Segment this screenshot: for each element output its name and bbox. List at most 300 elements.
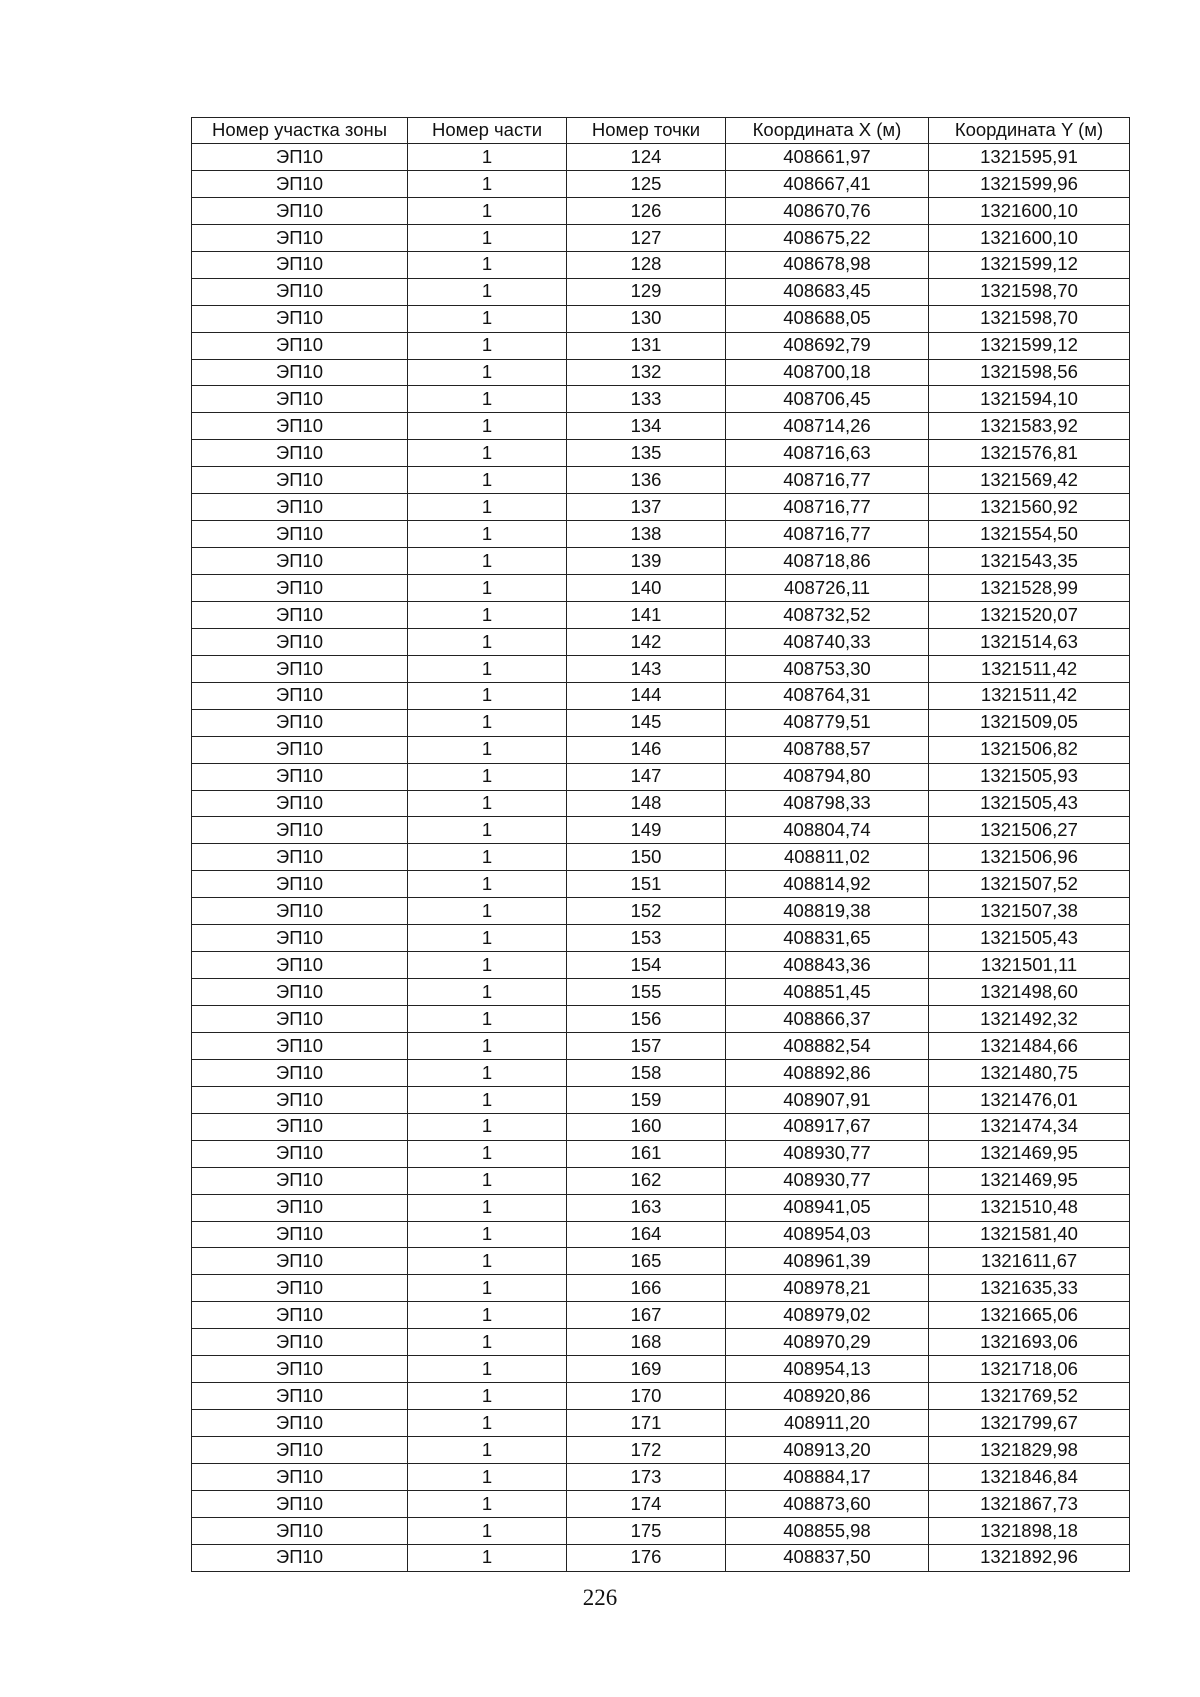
table-row xyxy=(192,305,1130,332)
cell-coordinate-x: 408716,77 xyxy=(726,494,929,521)
cell-part-number: 1 xyxy=(408,170,567,197)
table-row xyxy=(192,655,1130,682)
cell-coordinate-y: 1321505,93 xyxy=(929,763,1130,790)
cell-zone-section: ЭП10 xyxy=(192,521,408,548)
cell-coordinate-x: 408907,91 xyxy=(726,1086,929,1113)
cell-coordinate-y: 1321492,32 xyxy=(929,1006,1130,1033)
table-row xyxy=(192,628,1130,655)
cell-zone-section: ЭП10 xyxy=(192,1194,408,1221)
cell-coordinate-x: 408692,79 xyxy=(726,332,929,359)
cell-coordinate-x: 408779,51 xyxy=(726,709,929,736)
table-row xyxy=(192,521,1130,548)
cell-coordinate-x: 408667,41 xyxy=(726,170,929,197)
cell-coordinate-x: 408978,21 xyxy=(726,1275,929,1302)
cell-coordinate-x: 408718,86 xyxy=(726,548,929,575)
cell-part-number: 1 xyxy=(408,925,567,952)
cell-part-number: 1 xyxy=(408,1383,567,1410)
table-row xyxy=(192,1544,1130,1571)
cell-zone-section: ЭП10 xyxy=(192,979,408,1006)
cell-point-number: 168 xyxy=(567,1329,726,1356)
cell-part-number: 1 xyxy=(408,1410,567,1437)
cell-coordinate-x: 408814,92 xyxy=(726,871,929,898)
table-row xyxy=(192,790,1130,817)
cell-coordinate-x: 408941,05 xyxy=(726,1194,929,1221)
cell-coordinate-x: 408661,97 xyxy=(726,144,929,171)
table-row xyxy=(192,1383,1130,1410)
table-row xyxy=(192,1006,1130,1033)
cell-zone-section: ЭП10 xyxy=(192,682,408,709)
cell-zone-section: ЭП10 xyxy=(192,1410,408,1437)
table-row xyxy=(192,1490,1130,1517)
header-coordinate-x: Координата X (м) xyxy=(726,118,929,144)
cell-coordinate-y: 1321498,60 xyxy=(929,979,1130,1006)
cell-coordinate-y: 1321599,12 xyxy=(929,332,1130,359)
cell-coordinate-y: 1321846,84 xyxy=(929,1463,1130,1490)
table-row xyxy=(192,952,1130,979)
table-row xyxy=(192,1194,1130,1221)
cell-part-number: 1 xyxy=(408,251,567,278)
cell-coordinate-y: 1321543,35 xyxy=(929,548,1130,575)
cell-point-number: 172 xyxy=(567,1437,726,1464)
cell-coordinate-x: 408884,17 xyxy=(726,1463,929,1490)
cell-part-number: 1 xyxy=(408,1275,567,1302)
cell-point-number: 138 xyxy=(567,521,726,548)
page-number: 226 xyxy=(582,1585,618,1610)
cell-coordinate-y: 1321554,50 xyxy=(929,521,1130,548)
header-point-number: Номер точки xyxy=(567,118,726,144)
cell-zone-section: ЭП10 xyxy=(192,144,408,171)
cell-part-number: 1 xyxy=(408,1167,567,1194)
cell-point-number: 152 xyxy=(567,898,726,925)
table-row xyxy=(192,1517,1130,1544)
cell-point-number: 176 xyxy=(567,1544,726,1571)
cell-part-number: 1 xyxy=(408,1194,567,1221)
cell-zone-section: ЭП10 xyxy=(192,197,408,224)
cell-point-number: 155 xyxy=(567,979,726,1006)
cell-coordinate-x: 408788,57 xyxy=(726,736,929,763)
cell-part-number: 1 xyxy=(408,332,567,359)
cell-coordinate-y: 1321511,42 xyxy=(929,682,1130,709)
cell-point-number: 137 xyxy=(567,494,726,521)
cell-coordinate-x: 408700,18 xyxy=(726,359,929,386)
cell-zone-section: ЭП10 xyxy=(192,1517,408,1544)
cell-part-number: 1 xyxy=(408,440,567,467)
cell-zone-section: ЭП10 xyxy=(192,655,408,682)
cell-coordinate-y: 1321528,99 xyxy=(929,575,1130,602)
cell-point-number: 127 xyxy=(567,224,726,251)
cell-coordinate-y: 1321898,18 xyxy=(929,1517,1130,1544)
cell-coordinate-x: 408819,38 xyxy=(726,898,929,925)
cell-zone-section: ЭП10 xyxy=(192,1221,408,1248)
cell-coordinate-x: 408843,36 xyxy=(726,952,929,979)
cell-zone-section: ЭП10 xyxy=(192,1032,408,1059)
cell-zone-section: ЭП10 xyxy=(192,278,408,305)
cell-zone-section: ЭП10 xyxy=(192,736,408,763)
cell-part-number: 1 xyxy=(408,1140,567,1167)
cell-coordinate-y: 1321799,67 xyxy=(929,1410,1130,1437)
cell-coordinate-x: 408811,02 xyxy=(726,844,929,871)
cell-coordinate-y: 1321600,10 xyxy=(929,224,1130,251)
cell-coordinate-y: 1321576,81 xyxy=(929,440,1130,467)
cell-point-number: 171 xyxy=(567,1410,726,1437)
cell-zone-section: ЭП10 xyxy=(192,1490,408,1517)
cell-part-number: 1 xyxy=(408,682,567,709)
cell-coordinate-x: 408882,54 xyxy=(726,1032,929,1059)
header-coordinate-y: Координата Y (м) xyxy=(929,118,1130,144)
cell-zone-section: ЭП10 xyxy=(192,170,408,197)
cell-point-number: 173 xyxy=(567,1463,726,1490)
cell-point-number: 135 xyxy=(567,440,726,467)
cell-zone-section: ЭП10 xyxy=(192,1113,408,1140)
cell-coordinate-y: 1321769,52 xyxy=(929,1383,1130,1410)
cell-coordinate-y: 1321611,67 xyxy=(929,1248,1130,1275)
table-row xyxy=(192,1463,1130,1490)
cell-part-number: 1 xyxy=(408,548,567,575)
cell-part-number: 1 xyxy=(408,521,567,548)
cell-coordinate-y: 1321693,06 xyxy=(929,1329,1130,1356)
table-row xyxy=(192,925,1130,952)
cell-zone-section: ЭП10 xyxy=(192,1463,408,1490)
table-row xyxy=(192,467,1130,494)
cell-part-number: 1 xyxy=(408,817,567,844)
cell-part-number: 1 xyxy=(408,1032,567,1059)
cell-zone-section: ЭП10 xyxy=(192,1302,408,1329)
cell-part-number: 1 xyxy=(408,575,567,602)
cell-coordinate-x: 408732,52 xyxy=(726,601,929,628)
coordinates-table xyxy=(191,117,1130,1572)
cell-zone-section: ЭП10 xyxy=(192,575,408,602)
cell-part-number: 1 xyxy=(408,1544,567,1571)
cell-zone-section: ЭП10 xyxy=(192,332,408,359)
table-row xyxy=(192,413,1130,440)
cell-coordinate-x: 408716,77 xyxy=(726,467,929,494)
cell-coordinate-x: 408764,31 xyxy=(726,682,929,709)
cell-coordinate-y: 1321507,38 xyxy=(929,898,1130,925)
cell-part-number: 1 xyxy=(408,494,567,521)
cell-point-number: 146 xyxy=(567,736,726,763)
cell-point-number: 125 xyxy=(567,170,726,197)
cell-zone-section: ЭП10 xyxy=(192,548,408,575)
cell-coordinate-x: 408873,60 xyxy=(726,1490,929,1517)
cell-coordinate-y: 1321474,34 xyxy=(929,1113,1130,1140)
cell-part-number: 1 xyxy=(408,305,567,332)
cell-zone-section: ЭП10 xyxy=(192,359,408,386)
cell-part-number: 1 xyxy=(408,898,567,925)
cell-point-number: 162 xyxy=(567,1167,726,1194)
cell-coordinate-x: 408798,33 xyxy=(726,790,929,817)
cell-part-number: 1 xyxy=(408,386,567,413)
cell-coordinate-x: 408930,77 xyxy=(726,1167,929,1194)
cell-zone-section: ЭП10 xyxy=(192,817,408,844)
table-row xyxy=(192,682,1130,709)
table-row xyxy=(192,278,1130,305)
cell-point-number: 165 xyxy=(567,1248,726,1275)
cell-zone-section: ЭП10 xyxy=(192,305,408,332)
cell-point-number: 130 xyxy=(567,305,726,332)
cell-zone-section: ЭП10 xyxy=(192,925,408,952)
cell-part-number: 1 xyxy=(408,1490,567,1517)
table-row xyxy=(192,575,1130,602)
cell-point-number: 124 xyxy=(567,144,726,171)
header-zone-section: Номер участка зоны xyxy=(192,118,408,144)
cell-coordinate-x: 408930,77 xyxy=(726,1140,929,1167)
cell-part-number: 1 xyxy=(408,871,567,898)
cell-point-number: 131 xyxy=(567,332,726,359)
table-row xyxy=(192,1221,1130,1248)
cell-coordinate-y: 1321599,96 xyxy=(929,170,1130,197)
cell-coordinate-y: 1321505,43 xyxy=(929,925,1130,952)
cell-coordinate-x: 408831,65 xyxy=(726,925,929,952)
table-row xyxy=(192,898,1130,925)
cell-part-number: 1 xyxy=(408,790,567,817)
cell-point-number: 157 xyxy=(567,1032,726,1059)
cell-coordinate-y: 1321583,92 xyxy=(929,413,1130,440)
cell-zone-section: ЭП10 xyxy=(192,1059,408,1086)
cell-point-number: 140 xyxy=(567,575,726,602)
table-row xyxy=(192,494,1130,521)
table-row xyxy=(192,1329,1130,1356)
cell-point-number: 139 xyxy=(567,548,726,575)
cell-coordinate-x: 408716,63 xyxy=(726,440,929,467)
cell-coordinate-y: 1321560,92 xyxy=(929,494,1130,521)
cell-coordinate-y: 1321506,82 xyxy=(929,736,1130,763)
cell-coordinate-y: 1321509,05 xyxy=(929,709,1130,736)
cell-part-number: 1 xyxy=(408,952,567,979)
cell-coordinate-y: 1321594,10 xyxy=(929,386,1130,413)
table-row xyxy=(192,709,1130,736)
cell-part-number: 1 xyxy=(408,736,567,763)
cell-coordinate-y: 1321598,56 xyxy=(929,359,1130,386)
cell-part-number: 1 xyxy=(408,1329,567,1356)
cell-coordinate-x: 408855,98 xyxy=(726,1517,929,1544)
cell-part-number: 1 xyxy=(408,1302,567,1329)
cell-coordinate-x: 408837,50 xyxy=(726,1544,929,1571)
cell-coordinate-x: 408688,05 xyxy=(726,305,929,332)
cell-coordinate-x: 408804,74 xyxy=(726,817,929,844)
cell-coordinate-y: 1321581,40 xyxy=(929,1221,1130,1248)
cell-coordinate-x: 408913,20 xyxy=(726,1437,929,1464)
table-row xyxy=(192,817,1130,844)
cell-point-number: 126 xyxy=(567,197,726,224)
cell-zone-section: ЭП10 xyxy=(192,1437,408,1464)
cell-point-number: 145 xyxy=(567,709,726,736)
cell-point-number: 141 xyxy=(567,601,726,628)
cell-coordinate-y: 1321595,91 xyxy=(929,144,1130,171)
cell-point-number: 151 xyxy=(567,871,726,898)
cell-part-number: 1 xyxy=(408,979,567,1006)
cell-zone-section: ЭП10 xyxy=(192,386,408,413)
cell-part-number: 1 xyxy=(408,144,567,171)
table-row xyxy=(192,1113,1130,1140)
cell-coordinate-y: 1321510,48 xyxy=(929,1194,1130,1221)
cell-coordinate-x: 408866,37 xyxy=(726,1006,929,1033)
cell-coordinate-y: 1321506,96 xyxy=(929,844,1130,871)
cell-zone-section: ЭП10 xyxy=(192,1167,408,1194)
cell-part-number: 1 xyxy=(408,1221,567,1248)
cell-coordinate-y: 1321598,70 xyxy=(929,305,1130,332)
table-row xyxy=(192,601,1130,628)
cell-coordinate-x: 408954,13 xyxy=(726,1356,929,1383)
cell-part-number: 1 xyxy=(408,1356,567,1383)
cell-point-number: 144 xyxy=(567,682,726,709)
cell-zone-section: ЭП10 xyxy=(192,844,408,871)
cell-coordinate-y: 1321505,43 xyxy=(929,790,1130,817)
cell-coordinate-y: 1321469,95 xyxy=(929,1140,1130,1167)
table-row xyxy=(192,1248,1130,1275)
cell-part-number: 1 xyxy=(408,628,567,655)
cell-point-number: 153 xyxy=(567,925,726,952)
cell-coordinate-y: 1321598,70 xyxy=(929,278,1130,305)
cell-zone-section: ЭП10 xyxy=(192,440,408,467)
cell-point-number: 150 xyxy=(567,844,726,871)
table-row xyxy=(192,359,1130,386)
cell-point-number: 158 xyxy=(567,1059,726,1086)
table-row xyxy=(192,144,1130,171)
cell-coordinate-y: 1321506,27 xyxy=(929,817,1130,844)
cell-part-number: 1 xyxy=(408,197,567,224)
cell-coordinate-x: 408740,33 xyxy=(726,628,929,655)
cell-coordinate-y: 1321511,42 xyxy=(929,655,1130,682)
cell-part-number: 1 xyxy=(408,224,567,251)
table-row xyxy=(192,224,1130,251)
cell-zone-section: ЭП10 xyxy=(192,1006,408,1033)
table-row xyxy=(192,1167,1130,1194)
cell-coordinate-x: 408961,39 xyxy=(726,1248,929,1275)
cell-coordinate-x: 408670,76 xyxy=(726,197,929,224)
cell-point-number: 167 xyxy=(567,1302,726,1329)
table-row xyxy=(192,736,1130,763)
table-row xyxy=(192,844,1130,871)
header-row xyxy=(192,118,1130,144)
cell-point-number: 160 xyxy=(567,1113,726,1140)
cell-point-number: 142 xyxy=(567,628,726,655)
cell-coordinate-x: 408917,67 xyxy=(726,1113,929,1140)
cell-coordinate-x: 408706,45 xyxy=(726,386,929,413)
table-row xyxy=(192,1032,1130,1059)
cell-zone-section: ЭП10 xyxy=(192,601,408,628)
cell-zone-section: ЭП10 xyxy=(192,1275,408,1302)
cell-coordinate-y: 1321718,06 xyxy=(929,1356,1130,1383)
table-body xyxy=(192,144,1130,1572)
table-row xyxy=(192,197,1130,224)
table-header xyxy=(192,118,1130,144)
cell-coordinate-y: 1321501,11 xyxy=(929,952,1130,979)
cell-point-number: 175 xyxy=(567,1517,726,1544)
table-row xyxy=(192,1275,1130,1302)
cell-coordinate-y: 1321829,98 xyxy=(929,1437,1130,1464)
table-row xyxy=(192,1437,1130,1464)
cell-part-number: 1 xyxy=(408,1059,567,1086)
cell-coordinate-x: 408911,20 xyxy=(726,1410,929,1437)
cell-coordinate-x: 408970,29 xyxy=(726,1329,929,1356)
table-row xyxy=(192,979,1130,1006)
cell-coordinate-x: 408683,45 xyxy=(726,278,929,305)
cell-point-number: 170 xyxy=(567,1383,726,1410)
cell-coordinate-x: 408954,03 xyxy=(726,1221,929,1248)
cell-coordinate-y: 1321514,63 xyxy=(929,628,1130,655)
table-row xyxy=(192,1140,1130,1167)
table-row xyxy=(192,1302,1130,1329)
cell-zone-section: ЭП10 xyxy=(192,1544,408,1571)
cell-coordinate-x: 408678,98 xyxy=(726,251,929,278)
cell-coordinate-x: 408716,77 xyxy=(726,521,929,548)
cell-point-number: 136 xyxy=(567,467,726,494)
table-row xyxy=(192,548,1130,575)
cell-part-number: 1 xyxy=(408,1463,567,1490)
cell-coordinate-x: 408851,45 xyxy=(726,979,929,1006)
table-row xyxy=(192,251,1130,278)
cell-point-number: 154 xyxy=(567,952,726,979)
cell-part-number: 1 xyxy=(408,601,567,628)
cell-coordinate-x: 408920,86 xyxy=(726,1383,929,1410)
cell-point-number: 164 xyxy=(567,1221,726,1248)
table-row xyxy=(192,1086,1130,1113)
cell-coordinate-y: 1321599,12 xyxy=(929,251,1130,278)
table-row xyxy=(192,763,1130,790)
cell-coordinate-y: 1321469,95 xyxy=(929,1167,1130,1194)
cell-part-number: 1 xyxy=(408,655,567,682)
cell-point-number: 161 xyxy=(567,1140,726,1167)
cell-point-number: 149 xyxy=(567,817,726,844)
cell-coordinate-x: 408892,86 xyxy=(726,1059,929,1086)
cell-coordinate-y: 1321635,33 xyxy=(929,1275,1130,1302)
cell-part-number: 1 xyxy=(408,763,567,790)
cell-zone-section: ЭП10 xyxy=(192,709,408,736)
table-row xyxy=(192,871,1130,898)
table-row xyxy=(192,332,1130,359)
cell-part-number: 1 xyxy=(408,278,567,305)
cell-coordinate-x: 408726,11 xyxy=(726,575,929,602)
cell-coordinate-y: 1321476,01 xyxy=(929,1086,1130,1113)
table-row xyxy=(192,1356,1130,1383)
cell-coordinate-x: 408794,80 xyxy=(726,763,929,790)
cell-point-number: 132 xyxy=(567,359,726,386)
cell-point-number: 148 xyxy=(567,790,726,817)
cell-part-number: 1 xyxy=(408,1248,567,1275)
cell-zone-section: ЭП10 xyxy=(192,1329,408,1356)
cell-coordinate-y: 1321665,06 xyxy=(929,1302,1130,1329)
table-row xyxy=(192,1059,1130,1086)
cell-part-number: 1 xyxy=(408,844,567,871)
cell-coordinate-y: 1321600,10 xyxy=(929,197,1130,224)
cell-point-number: 174 xyxy=(567,1490,726,1517)
cell-zone-section: ЭП10 xyxy=(192,1248,408,1275)
cell-point-number: 159 xyxy=(567,1086,726,1113)
cell-coordinate-y: 1321569,42 xyxy=(929,467,1130,494)
cell-point-number: 156 xyxy=(567,1006,726,1033)
table-row xyxy=(192,1410,1130,1437)
cell-coordinate-x: 408714,26 xyxy=(726,413,929,440)
header-part-number: Номер части xyxy=(408,118,567,144)
cell-point-number: 166 xyxy=(567,1275,726,1302)
cell-point-number: 133 xyxy=(567,386,726,413)
cell-zone-section: ЭП10 xyxy=(192,763,408,790)
cell-point-number: 128 xyxy=(567,251,726,278)
cell-part-number: 1 xyxy=(408,359,567,386)
cell-part-number: 1 xyxy=(408,467,567,494)
cell-part-number: 1 xyxy=(408,413,567,440)
cell-zone-section: ЭП10 xyxy=(192,1086,408,1113)
cell-part-number: 1 xyxy=(408,1086,567,1113)
cell-zone-section: ЭП10 xyxy=(192,871,408,898)
cell-zone-section: ЭП10 xyxy=(192,898,408,925)
cell-zone-section: ЭП10 xyxy=(192,1356,408,1383)
table-row xyxy=(192,440,1130,467)
cell-coordinate-y: 1321480,75 xyxy=(929,1059,1130,1086)
cell-point-number: 143 xyxy=(567,655,726,682)
cell-coordinate-x: 408979,02 xyxy=(726,1302,929,1329)
cell-coordinate-y: 1321520,07 xyxy=(929,601,1130,628)
